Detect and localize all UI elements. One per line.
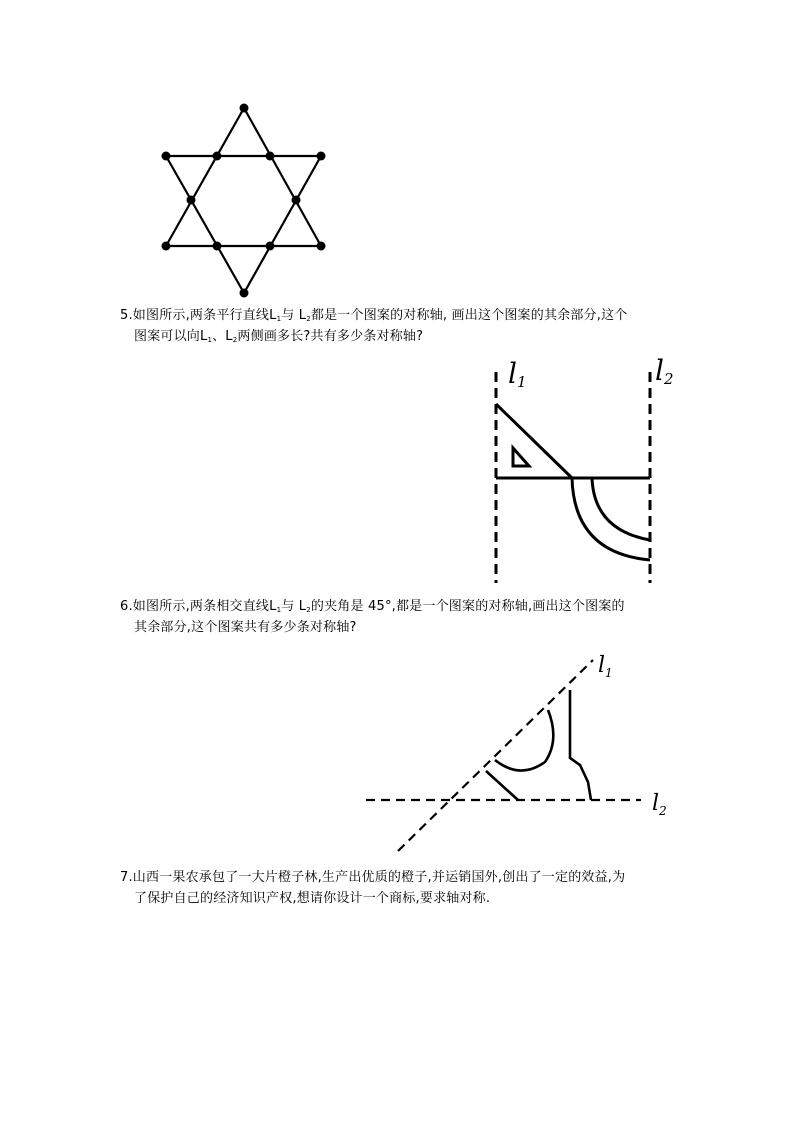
question-7-line-2: 了保护自己的经济知识产权,想请你设计一个商标,要求轴对称. [134,891,491,906]
semicircle-arc [495,710,553,771]
q5-text-c: 都是一个图案的对称轴, 画出这个图案的其余部分,这个 [310,308,628,323]
short-bar [486,771,518,800]
step-shape [570,690,591,800]
question-7-line-1: 7.山西一果农承包了一大片橙子林,生产出优质的橙子,并运销国外,创出了一定的效益,为 [120,870,626,885]
q5-sub: 2 [306,315,311,323]
q5-text-e: 、L [212,329,233,344]
q5-text-b: 与 L [281,308,307,323]
q6-text-c: 的夹角是 45°,都是一个图案的对称轴,画出这个图案的 [310,599,625,614]
q6-sub: 2 [306,606,311,614]
q6-text-a: 6.如图所示,两条相交直线L [120,599,277,614]
q5-text-f: 两侧画多长?共有多少条对称轴? [237,329,424,344]
q5-sub: 2 [232,336,238,344]
q6-text-b: 与 L [281,599,307,614]
q5-text-a: 5.如图所示,两条平行直线L [120,308,277,323]
q5-text-d: 图案可以向L [134,329,208,344]
l2-label: l2 [655,354,674,388]
question-6-line-2: 其余部分,这个图案共有多少条对称轴? [134,620,357,635]
axis-l1 [398,660,593,851]
l1-label: l1 [508,357,527,391]
l1-label: $l_1$ [598,653,613,680]
q5-sub: 1 [276,315,282,323]
q5-sub: 1 [207,336,213,344]
q6-sub: 1 [276,606,282,614]
l2-label: $l_2$ [652,791,667,818]
